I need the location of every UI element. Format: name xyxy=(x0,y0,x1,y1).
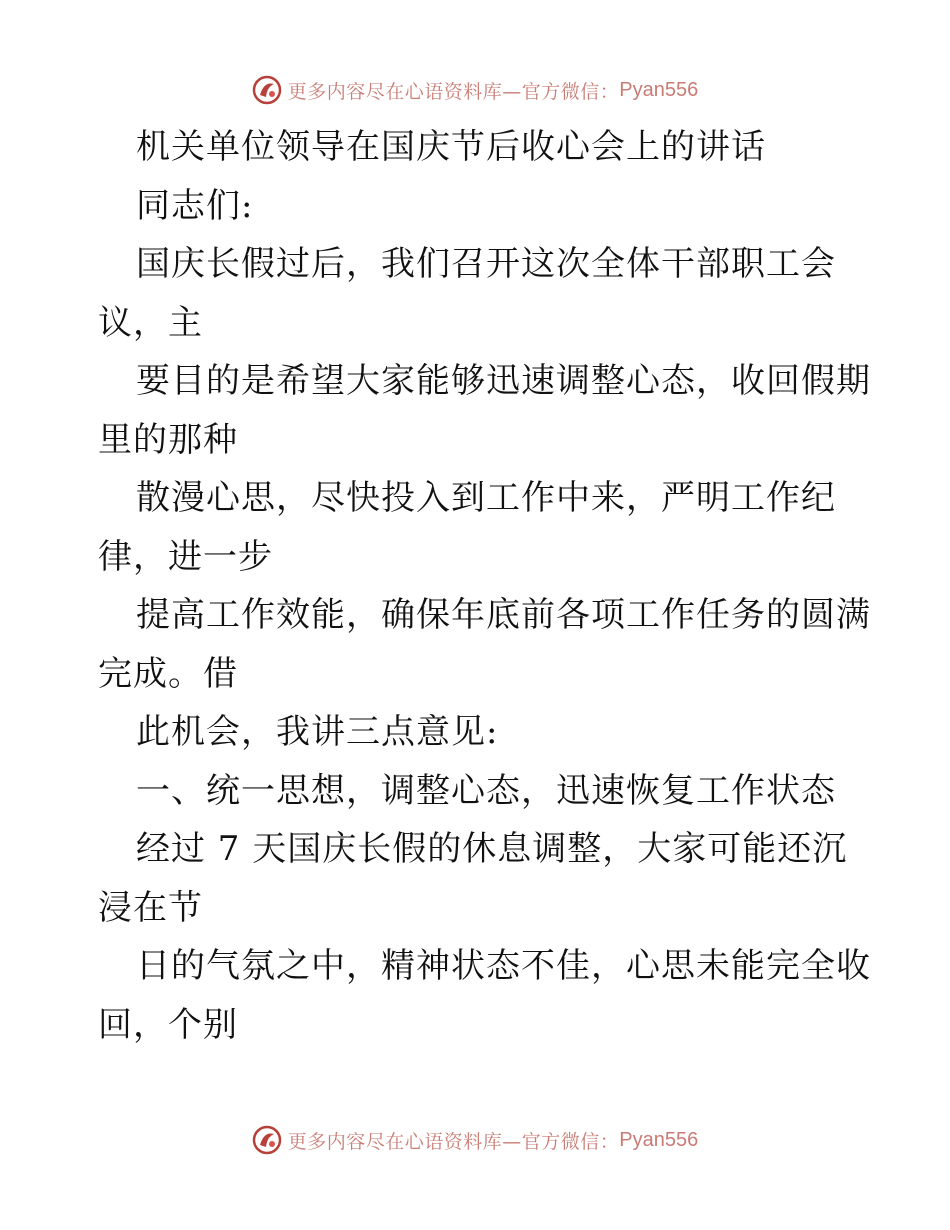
red-swirl-logo-icon xyxy=(252,75,282,105)
header-watermark xyxy=(0,70,950,110)
text-line: 经过 7 天国庆长假的休息调整，大家可能还沉 xyxy=(136,829,848,869)
text-line: 律，进一步 xyxy=(98,536,273,577)
text-line: 议，主 xyxy=(98,302,203,343)
text-line: 完成。借 xyxy=(98,653,238,694)
watermark-handle: Pyan556 xyxy=(619,78,699,101)
watermark-handle: Pyan556 xyxy=(619,1128,699,1151)
text-line: 浸在节 xyxy=(98,887,203,928)
watermark-text: 更多内容尽在心语资料库—官方微信： xyxy=(287,1130,620,1153)
text-line: 此机会，我讲三点意见: xyxy=(136,712,499,752)
text-line: 国庆长假过后，我们召开这次全体干部职工会 xyxy=(136,244,836,284)
red-swirl-logo-icon xyxy=(252,1125,282,1155)
text-line: 日的气氛之中，精神状态不佳，心思未能完全收 xyxy=(136,946,871,986)
document-title: 机关单位领导在国庆节后收心会上的讲话 xyxy=(136,127,766,167)
text-line: 提高工作效能，确保年底前各项工作任务的圆满 xyxy=(136,595,871,635)
text-line: 散漫心思，尽快投入到工作中来，严明工作纪 xyxy=(136,478,836,518)
text-line: 要目的是希望大家能够迅速调整心态，收回假期 xyxy=(136,361,871,401)
watermark-text: 更多内容尽在心语资料库—官方微信： xyxy=(287,80,620,103)
text-line: 里的那种 xyxy=(98,419,238,460)
footer-watermark xyxy=(0,1120,950,1160)
section-heading: 一、统一思想，调整心态，迅速恢复工作状态 xyxy=(136,770,836,811)
text-line: 回，个别 xyxy=(98,1004,238,1045)
salutation: 同志们: xyxy=(136,185,254,226)
document-body xyxy=(98,118,871,1054)
